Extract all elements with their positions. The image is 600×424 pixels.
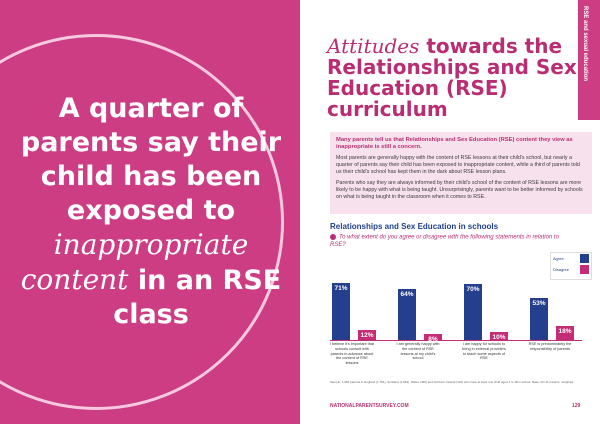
category-label-4: RSE is predominantly the responsibility of parents: [528, 342, 572, 351]
bar-disagree-1: [358, 330, 376, 340]
chart-question-text: To what extent do you agree or disagree with the following statements in relation to RSE?: [330, 234, 559, 248]
bar-value-label: 8%: [428, 335, 438, 343]
legend-item-disagree: [551, 264, 591, 275]
bar-value-label: 64%: [400, 290, 414, 298]
bar-disagree-4: [556, 326, 574, 340]
bar-disagree-2: [424, 334, 442, 343]
right-page: [300, 0, 600, 424]
category-label-2: I am generally happy with the content of RSE lessons at my child's school: [396, 342, 440, 361]
pull-quote: [10, 92, 292, 332]
bar-value-label: 10%: [492, 334, 506, 341]
legend-swatch-agree: [580, 254, 589, 263]
bar-value-label: 70%: [466, 286, 480, 293]
legend-label-disagree: Disagree: [553, 267, 570, 272]
bar-disagree-3: [490, 332, 508, 340]
section-tab-label: RSE and sexual education: [582, 6, 588, 82]
question-icon: [330, 234, 336, 240]
source-note: Sample: 1,966 parents in England (1,781), Scotland (1,819), Wales (465) and Northern Ireland (191) who have at least one child aged 4 to 18 in school. Base: All UK parents, weighted: [330, 380, 574, 384]
quote-text-script: inappropriate content: [20, 228, 249, 296]
legend-swatch-disagree: [580, 265, 589, 274]
legend-label-agree: Agree: [553, 256, 564, 261]
bar-chart: [330, 252, 582, 377]
category-label-3: I am happy for schools to bring in external providers to teach some aspects of RSE: [462, 342, 506, 361]
bar-value-label: 18%: [558, 327, 572, 335]
title-text: towards the Relationships and Sex Education (RSE) curriculum: [327, 34, 577, 121]
bar-value-label: 53%: [532, 299, 546, 307]
bar-agree-3: [464, 284, 482, 340]
intro-paragraph-2: Parents who say they are always informed by their child's school of the content of RSE lessons are more likely to be happy with what is being taught. Unsurprisingly, parents want to be better informed by schools on what is being taught in the classroom when it comes to RSE.: [336, 180, 583, 200]
category-label-1: I believe it's important that schools consult with parents in advance about the content of RSE lessons: [330, 342, 374, 366]
chart-question: [330, 234, 560, 249]
page-title: [327, 36, 577, 120]
bar-value-label: 71%: [334, 285, 348, 293]
chart-heading: Relationships and Sex Education in schools: [330, 222, 499, 231]
quote-text-start: A quarter of parents say their child has been exposed to: [20, 93, 282, 226]
title-script-word: Attitudes: [327, 34, 420, 58]
chart-baseline: [330, 340, 582, 341]
bar-value-label: 12%: [360, 332, 374, 340]
bar-agree-1: [332, 283, 350, 340]
intro-paragraph-1: Most parents are generally happy with the content of RSE lessons at their child's school, but nearly a quarter of parents say their child has been exposed to inappropriate content, while a third of parents told us their child's school has kept them in the dark about RSE lesson plans.: [336, 155, 580, 175]
quote-text-end: in an RSE class: [113, 265, 282, 330]
section-tab: [578, 0, 600, 120]
footer-website: NATIONALPARENTSURVEY.COM: [330, 403, 409, 409]
intro-lead: Many parents tell us that Relationships and Sex Education (RSE) content they view as inappropriate is still a concern.: [336, 137, 573, 150]
legend-item-agree: [551, 253, 591, 264]
bar-agree-2: [398, 289, 416, 340]
page-number: 129: [572, 403, 581, 409]
bar-agree-4: [530, 298, 548, 340]
chart-legend: [550, 252, 592, 280]
intro-box: [330, 132, 596, 214]
